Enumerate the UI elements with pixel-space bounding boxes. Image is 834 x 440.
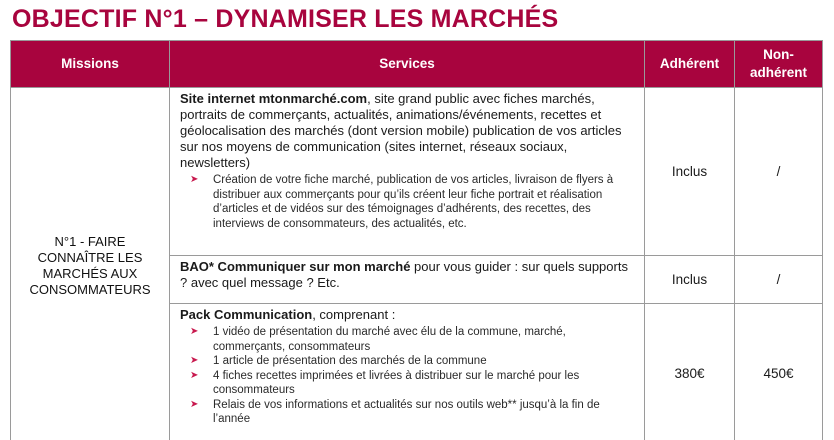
service-bullet xyxy=(188,173,636,231)
mission-label-line3: MARCHÉS AUX xyxy=(42,265,138,281)
non-adherent-price: / xyxy=(735,88,823,256)
header-non-adherent-line1: Non- xyxy=(763,47,794,62)
service-bullet-text: 1 vidéo de présentation du marché avec élu de la commune, marché, commerçants, consommateurs xyxy=(213,326,566,353)
service-title: BAO* Communiquer sur mon marché xyxy=(180,259,411,274)
service-bullet-text: Relais de vos informations et actualités sur nos outils web** jusqu’à la fin de l’année xyxy=(213,398,600,425)
service-cell xyxy=(170,256,645,304)
table-row xyxy=(11,88,823,256)
non-adherent-price: 450€ xyxy=(735,304,823,440)
arrow-bullet-icon: ➤ xyxy=(190,355,199,366)
adherent-price: 380€ xyxy=(645,304,735,440)
adherent-price: Inclus xyxy=(645,256,735,304)
services-table xyxy=(10,40,823,440)
service-cell xyxy=(170,304,645,440)
service-description: , site grand public avec fiches marchés, portraits de commerçants, actualités, animations/événements, recettes et géolocalisation des marchés (dont version mobile) publication de vos articles sur nos moyens de communication (sites internet, réseaux sociaux, newsletters) xyxy=(180,91,622,170)
service-bullet xyxy=(188,325,636,354)
header-adherent: Adhérent xyxy=(645,41,735,88)
table-header-row xyxy=(11,41,823,88)
mission-label-line2: CONNAÎTRE LES xyxy=(37,249,143,265)
header-non-adherent-line2: adhérent xyxy=(749,65,807,80)
service-description: , comprenant : xyxy=(312,307,396,322)
service-bullet xyxy=(188,398,636,427)
service-bullet-text: Création de votre fiche marché, publication de vos articles, livraison de flyers à distribuer aux commerçants pour qu’ils créent leur fiche portrait et réalisation d’articles et de vidéos sur des témoignages d’adhérents, des recettes, des interviews de consommateurs, des actualités, etc. xyxy=(213,174,614,230)
arrow-bullet-icon: ➤ xyxy=(190,369,199,381)
service-bullet-list xyxy=(180,325,636,427)
mission-cell xyxy=(11,88,170,440)
header-non-adherent xyxy=(735,41,823,88)
service-bullet-list xyxy=(180,173,636,231)
service-description: pour vous guider : sur quels supports ? avec quel message ? Etc. xyxy=(180,259,628,290)
header-services: Services xyxy=(170,41,645,88)
service-bullet xyxy=(188,354,636,369)
adherent-price: Inclus xyxy=(645,88,735,256)
service-title: Site internet mtonmarché.com xyxy=(180,91,368,106)
arrow-bullet-icon: ➤ xyxy=(190,398,199,410)
service-cell xyxy=(170,88,645,256)
arrow-bullet-icon: ➤ xyxy=(190,326,199,337)
mission-label-line1: N°1 - FAIRE xyxy=(54,233,126,249)
mission-label-line4: CONSOMMATEURS xyxy=(29,281,151,297)
service-bullet-text: 4 fiches recettes imprimées et livrées à distribuer sur le marché pour les consommateurs xyxy=(213,369,580,396)
page-title: OBJECTIF N°1 – DYNAMISER LES MARCHÉS xyxy=(12,5,559,33)
service-title: Pack Communication xyxy=(180,307,313,322)
header-missions: Missions xyxy=(11,41,170,88)
service-bullet-text: 1 article de présentation des marchés de la commune xyxy=(213,355,487,367)
non-adherent-price: / xyxy=(735,256,823,304)
arrow-bullet-icon: ➤ xyxy=(190,174,199,185)
service-bullet xyxy=(188,369,636,398)
